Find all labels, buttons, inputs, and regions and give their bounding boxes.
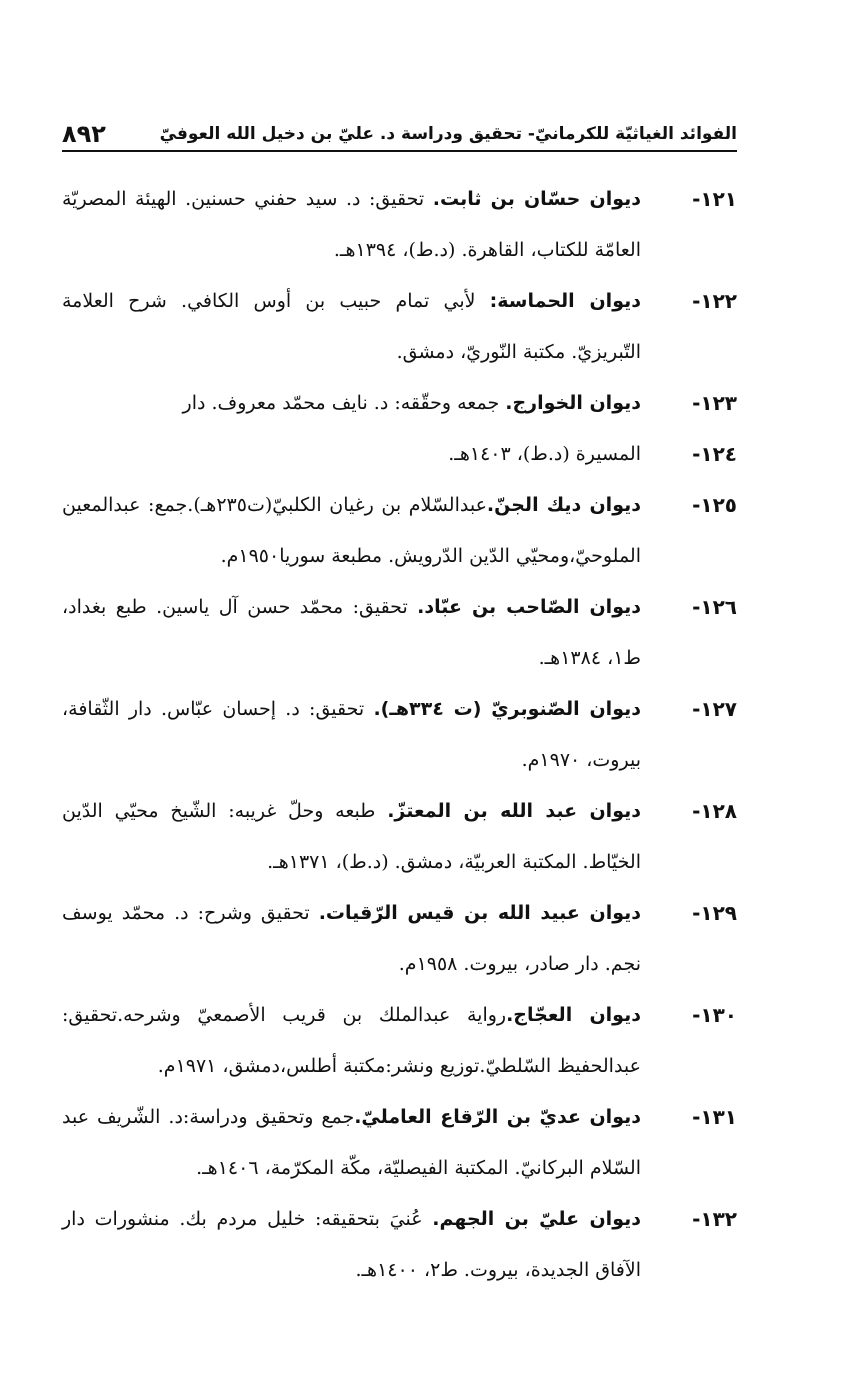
entry-text: طبعه وحلّ غريبه: الشّيخ محيّي الدّين الخيّاط. المكتبة العربيّة، دمشق. (د.ط)، ١٣٧١هـ. <box>62 800 641 873</box>
entry-number: ١٣١- <box>692 1105 737 1129</box>
entry-title: ديوان الحماسة: <box>489 290 641 312</box>
entry-text: تحقيق: د. إحسان عبّاس. دار الثّقافة، بيروت، ١٩٧٠م. <box>62 698 641 771</box>
page-number: ٨٩٢ <box>62 120 106 148</box>
entry-text: جمعه وحقّقه: د. نايف محمّد معروف. دار <box>182 392 506 414</box>
entry-number: ١٢٣- <box>692 391 737 415</box>
entry-text: تحقيق وشرح: د. محمّد يوسف نجم. دار صادر، بيروت. ١٩٥٨م. <box>62 902 641 975</box>
entry-title: ديوان العجّاج. <box>506 1004 641 1026</box>
running-title: الفوائد الغياثيّة للكرمانيّ- تحقيق ودراسة د. عليّ بن دخيل الله العوفيّ <box>159 124 737 144</box>
bibliography-list <box>62 174 737 1296</box>
bibliography-entry <box>62 480 737 582</box>
entry-number: ١٣٢- <box>692 1207 737 1231</box>
entry-text: جمع وتحقيق ودراسة:د. الشّريف عبد السّلام البركانيّ. المكتبة الفيصليّة، مكّة المكرّمة، ١٤٠٦هـ. <box>62 1106 641 1179</box>
entry-number: ١٢٤- <box>692 442 737 466</box>
bibliography-entry <box>62 429 737 480</box>
entry-text: رواية عبدالملك بن قريب الأصمعيّ وشرحه.تحقيق: عبدالحفيظ السّلطيّ.توزيع ونشر:مكتبة أطلس،دمشق، ١٩٧١م. <box>62 1004 641 1077</box>
entry-number: ١٢٥- <box>692 493 737 517</box>
entry-number: ١٢٦- <box>692 595 737 619</box>
entry-title: ديوان عبيد الله بن قيس الرّقيات. <box>318 902 642 924</box>
bibliography-entry <box>62 888 737 990</box>
bibliography-entry <box>62 582 737 684</box>
bibliography-entry <box>62 684 737 786</box>
entry-text: عُنيَ بتحقيقه: خليل مردم بك. منشورات دار الآفاق الجديدة، بيروت. ط٢، ١٤٠٠هـ. <box>62 1208 641 1281</box>
entry-title: ديوان الصّاحب بن عبّاد. <box>417 596 641 618</box>
entry-number: ١٢٢- <box>692 289 737 313</box>
entry-title: ديوان حسّان بن ثابت. <box>432 188 642 210</box>
bibliography-entry <box>62 174 737 276</box>
entry-text: تحقيق: محمّد حسن آل ياسين. طبع بغداد، ط١، ١٣٨٤هـ. <box>62 596 641 669</box>
entry-text: تحقيق: د. سيد حفني حسنين. الهيئة المصريّة العامّة للكتاب، القاهرة. (د.ط)، ١٣٩٤هـ. <box>62 188 641 261</box>
entry-text: عبدالسّلام بن رغيان الكلبيّ(ت٢٣٥هـ).جمع: عبدالمعين الملوحيّ،ومحيّي الدّين الدّرويش. مطبعة سوريا١٩٥٠م. <box>62 494 641 567</box>
entry-title: ديوان الصّنوبريّ (ت ٣٣٤هـ). <box>373 698 641 720</box>
entry-title: ديوان عبد الله بن المعتزّ. <box>387 800 641 822</box>
entry-title: ديوان عليّ بن الجهم. <box>432 1208 641 1230</box>
entry-text: لأبي تمام حبيب بن أوس الكافي. شرح العلامة التّبريزيّ. مكتبة النّوريّ، دمشق. <box>62 290 641 363</box>
entry-number: ١٢٨- <box>692 799 737 823</box>
bibliography-entry <box>62 1194 737 1296</box>
bibliography-entry <box>62 1092 737 1194</box>
entry-title: ديوان الخوارج. <box>505 392 641 414</box>
bibliography-entry <box>62 990 737 1092</box>
entry-number: ١٢١- <box>692 187 737 211</box>
entry-title: ديوان ديك الجنّ. <box>486 494 641 516</box>
bibliography-entry <box>62 786 737 888</box>
bibliography-entry <box>62 378 737 429</box>
entry-number: ١٢٧- <box>692 697 737 721</box>
bibliography-entry <box>62 276 737 378</box>
entry-number: ١٢٩- <box>692 901 737 925</box>
page-header <box>62 118 737 152</box>
entry-title: ديوان عديّ بن الرّقاع العامليّ. <box>354 1106 641 1128</box>
entry-number: ١٣٠- <box>692 1003 737 1027</box>
entry-text: المسيرة (د.ط)، ١٤٠٣هـ. <box>448 443 641 465</box>
